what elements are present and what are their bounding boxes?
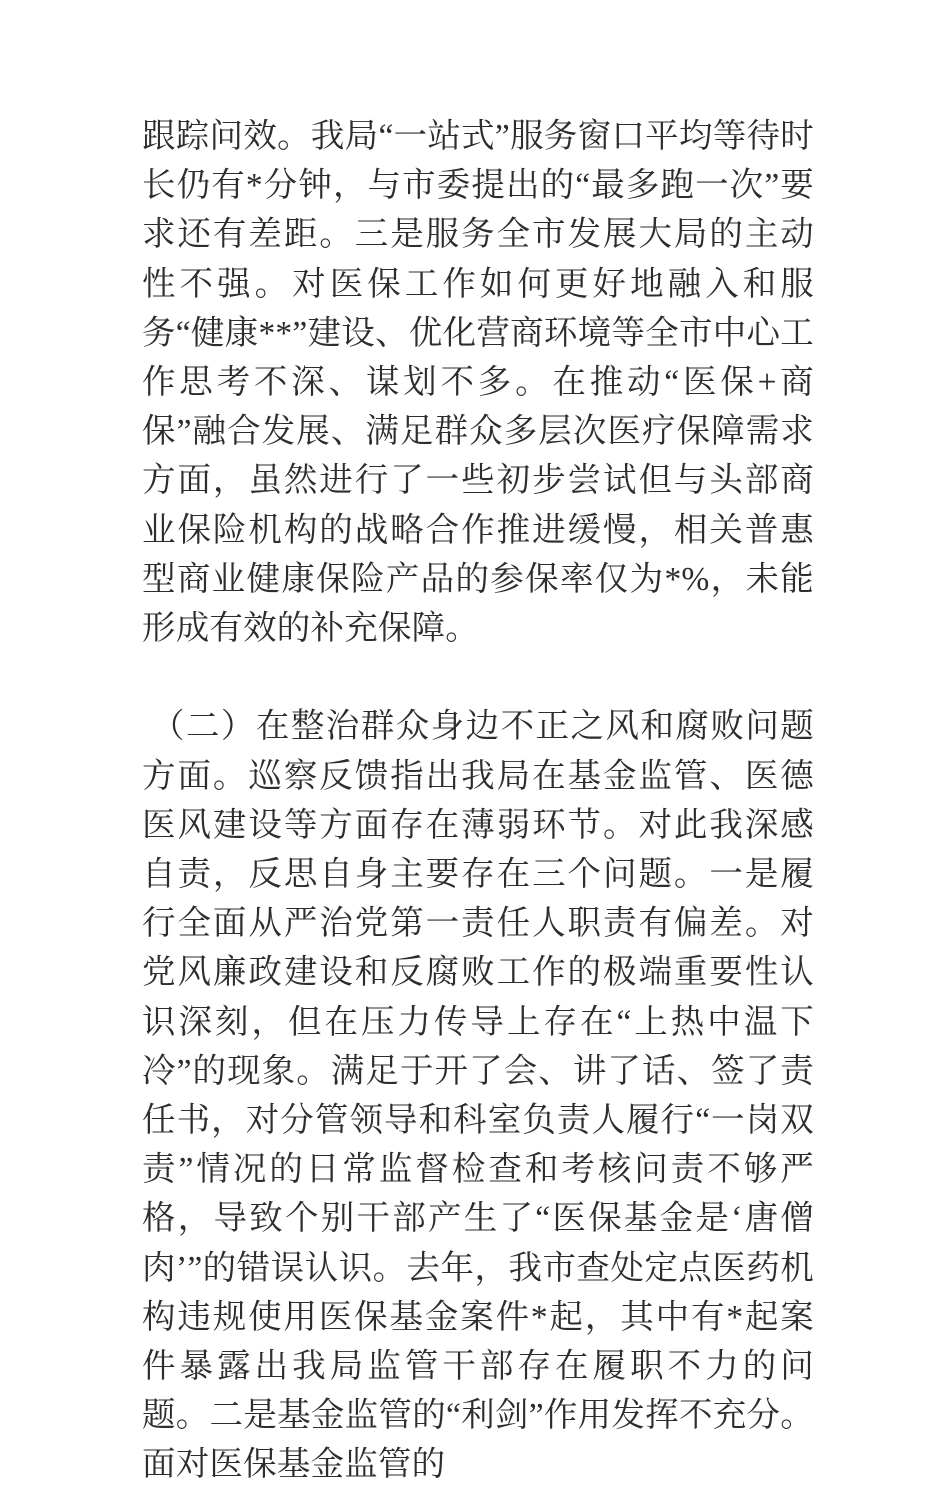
document-text-column	[142, 112, 814, 1490]
document-paragraph-continuation-service: 跟踪问效。我局“一站式”服务窗口平均等待时长仍有*分钟，与市委提出的“最多跑一次”要求还有差距。三是服务全市发展大局的主动性不强。对医保工作如何更好地融入和服务“健康**”建设、优化营商环境等全市中心工作思考不深、谋划不多。在推动“医保+商保”融合发展、满足群众多层次医疗保障需求方面，虽然进行了一些初步尝试但与头部商业保险机构的战略合作推进缓慢，相关普惠型商业健康保险产品的参保率仅为*%，未能形成有效的补充保障。	[142, 118, 814, 648]
document-paragraph-section-two: （二）在整治群众身边不正之风和腐败问题方面。巡察反馈指出我局在基金监管、医德医风建设等方面存在薄弱环节。对此我深感自责，反思自身主要存在三个问题。一是履行全面从严治党第一责任人职责有偏差。对党风廉政建设和反腐败工作的极端重要性认识深刻，但在压力传导上存在“上热中温下冷”的现象。满足于开了会、讲了话、签了责任书，对分管领导和科室负责人履行“一岗双责”情况的日常监督检查和考核问责不够严格，导致个别干部产生了“医保基金是‘唐僧肉’”的错误认识。去年，我市查处定点医药机构违规使用医保基金案件*起，其中有*起案件暴露出我局监管干部存在履职不力的问题。二是基金监管的“利剑”作用发挥不充分。面对医保基金监管的	[142, 708, 814, 1484]
